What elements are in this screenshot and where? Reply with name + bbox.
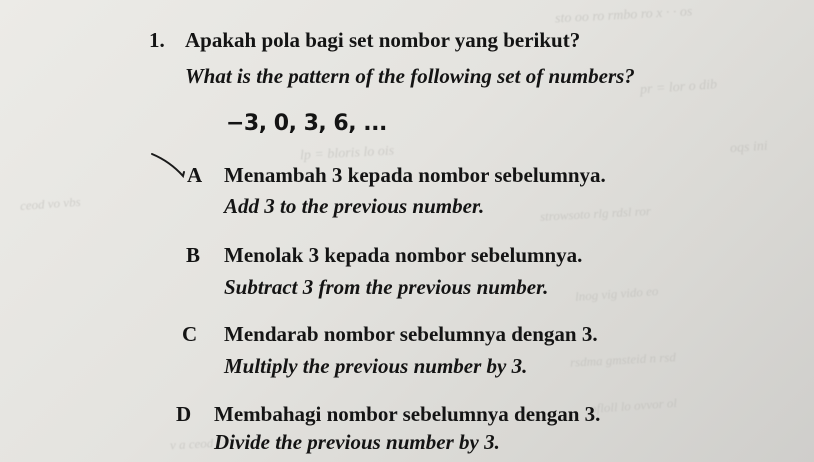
show-through-text: ceod vo vbs	[19, 193, 82, 214]
option-a-malay: Menambah 3 kepada nombor sebelumnya.	[224, 163, 606, 187]
show-through-text: v a ceod · ·	[169, 434, 227, 453]
option-c-letter[interactable]: C	[182, 322, 198, 346]
option-b-letter[interactable]: B	[186, 243, 201, 267]
show-through-text: oqs ini	[729, 138, 769, 157]
option-c-malay: Mendarab nombor sebelumnya dengan 3.	[224, 322, 598, 346]
option-b-english: Subtract 3 from the previous number.	[224, 275, 549, 299]
show-through-text: strowsoto rlg rdsl ror	[539, 203, 652, 224]
option-a-english: Add 3 to the previous number.	[224, 194, 485, 218]
option-d-english: Divide the previous number by 3.	[214, 430, 500, 454]
show-through-text: pr = lor o dib	[639, 77, 718, 98]
question-number: 1.	[149, 28, 165, 52]
show-through-text: lp = bloris lo ois	[299, 143, 395, 164]
tick-mark-icon	[150, 150, 192, 186]
option-b-malay: Menolak 3 kepada nombor sebelumnya.	[224, 243, 583, 267]
question-text-english: What is the pattern of the following set of numbers?	[185, 64, 635, 88]
show-through-text: ofloll lo ovvor ol	[589, 394, 678, 417]
question-text-malay: Apakah pola bagi set nombor yang berikut?	[185, 28, 581, 52]
option-c-english: Multiply the previous number by 3.	[224, 354, 528, 378]
option-a-letter[interactable]: A	[187, 163, 203, 187]
show-through-text: rsdma gmsteid n rsd	[569, 349, 677, 370]
option-d-malay: Membahagi nombor sebelumnya dengan 3.	[214, 402, 601, 426]
show-through-text: lnog vig vido eo	[574, 283, 659, 304]
option-d-letter[interactable]: D	[176, 402, 192, 426]
number-sequence: −3, 0, 3, 6, ...	[226, 111, 387, 136]
show-through-text: sto oo ro rmbo ro x · · os	[554, 4, 693, 27]
